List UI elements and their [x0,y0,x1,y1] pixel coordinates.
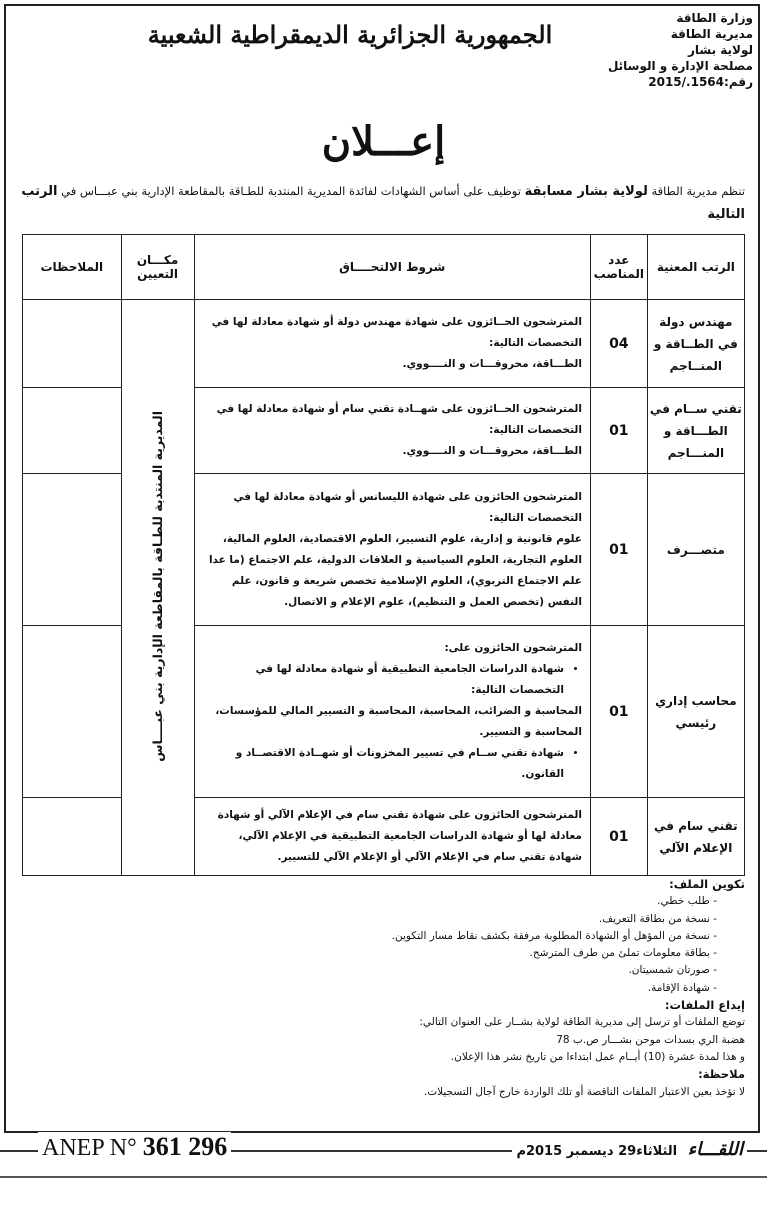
conditions-cell [194,474,590,626]
newspaper-logo: اللقـــاء [687,1139,743,1160]
deposit-heading: إيداع الملفات: [664,998,745,1013]
bullet-item: • شهادة الدراسات الجامعية التطبيقية أو شهادة معادلة لها في التخصصات التالية: [203,659,564,701]
header-rank: الرتب المعنية [647,235,744,300]
ministry-line: لولاية بشار [687,43,753,57]
conditions-text: المترشحون الحائزون على شهادة تقني سام في الإعلام الآلي أو شهادة معادلة لها أو شهادة الدراسات الجامعية التطبيقية في الإعلام الآلي، شهادة تقني سام في الإعلام الآلي أو الإعلام الآلي للتسيير. [217,809,582,863]
deposit-line: توضع الملفات أو ترسل إلى مديرية الطاقة لولاية بشــار على العنوان التالي: [419,1016,745,1029]
file-heading: تكوين الملف: [669,877,745,891]
conditions-specialties: الطـــاقة، محروقـــات و النــــووي. [402,358,582,370]
ministry-line: مصلحة الإدارة و الوسائل [607,59,753,73]
conditions-specialties: الطـــاقة، محروقـــات و النــــووي. [402,445,582,457]
intro-part1: تنظم مديرية الطاقة [651,184,745,198]
conditions-cell [194,626,590,798]
file-item: - نسخة من بطاقة التعريف. [598,912,717,925]
publication-date: الثلاثاء29 ديسمبر 2015م [516,1144,678,1159]
conditions-cell [194,388,590,474]
conditions-text: المترشحون الحــائزون على شهادة مهندس دولة أو شهادة معادلة لها في التخصصات التالية: [211,316,582,349]
anep-reference [38,1132,231,1162]
conditions-text: المترشحون الحائزون على: [444,642,582,654]
notes-cell [23,300,122,388]
rank-cell: تقني سام في الإعلام الآلي [647,798,744,876]
publication-info [512,1139,747,1160]
note-heading: ملاحظة: [698,1067,745,1082]
conditions-specialties: المحاسبة و الضرائب، المحاسبة، المحاسبة و التسيير المالي للمؤسسات، المحاسبة و التسيير. [215,705,582,738]
intro-part2: توظيف على أساس الشهادات لفائدة المديرية المنتدبة للطـاقة بالمقاطعة الإدارية بني عبـــاس في [61,184,521,198]
conditions-text: المترشحون الحــائزون على شهــادة تقني سام أو شهادة معادلة لها في التخصصات التالية: [216,403,582,436]
header-count: عدد المناصب [590,235,647,300]
file-item: - بطاقة معلومات تملئ من طرف المترشح. [529,947,717,960]
grades-table [22,234,745,876]
bullet-list [203,743,582,785]
table-row [23,300,745,388]
notes-cell [23,474,122,626]
notes-cell [23,798,122,876]
count-cell: 04 [590,300,647,388]
deposit-line: و هذا لمدة عشرة (10) أيــام عمل ابتداءا من تاريخ نشر هذا الإعلان. [450,1050,745,1063]
location-text: المديرية المنتدبة للطـاقة بالمقاطعة الإدارية بني عبــــاس [150,410,166,762]
conditions-cell [194,300,590,388]
note-text: لا تؤخذ بعين الاعتبار الملفات الناقصة أو تلك الواردة خارج آجال التسجيلات. [423,1085,745,1098]
header-conditions: شروط الالتحــــاق [194,235,590,300]
intro-bold: لولاية بشار مسابقة [524,184,648,199]
reference-number: رقم:1564./2015 [648,75,753,89]
intro-bold2: الرتب التالية [21,184,745,222]
bullet-list [203,659,582,701]
count-cell: 01 [590,798,647,876]
deposit-line: هضبة الري بسدات موحن بشـــار ص.ب 78 [556,1033,745,1046]
rank-cell: محاسب إداري رئيسي [647,626,744,798]
bottom-divider [0,1176,767,1178]
announcement-title: إعـــلان [321,118,446,165]
location-cell [121,300,194,876]
ministry-line: مديرية الطاقة [670,27,753,41]
republic-heading: الجمهورية الجزائرية الديمقراطية الشعبية [147,20,553,49]
table-header-row [23,235,745,300]
header-notes: الملاحظات [23,235,122,300]
count-cell: 01 [590,626,647,798]
file-item: - طلب خطي. [657,895,717,908]
bullet-item: • شهادة تقني ســام في تسيير المخزونات أو شهــادة الاقتصــاد و القانون. [203,743,564,785]
file-item: - صورتان شمسيتان. [628,964,717,977]
conditions-cell [194,798,590,876]
rank-cell: متصـــرف [647,474,744,626]
ministry-line: وزارة الطاقة [676,11,753,25]
notes-cell [23,388,122,474]
count-cell: 01 [590,474,647,626]
conditions-specialties: علوم قانونية و إدارية، علوم التسيير، العلوم الاقتصادية، العلوم المالية، العلوم التجارية، العلوم السياسية و العلاقات الدولية، علم الاجتماع (ما عدا علم الاجتماع التربوي)، العلوم الإسلامية تخصص شريعة و قانون، علم النفس (تخصص العمل و التنظيم)، علوم الإعلام و الاتصال. [208,532,582,608]
conditions-text: المترشحون الحائزون على شهادة الليسانس أو شهادة معادلة لها في التخصصات التالية: [233,490,582,524]
rank-cell: تقني ســام في الطـــاقة و المنـــاجم [647,388,744,474]
rank-cell: مهندس دولة في الطــاقة و المنــاجم [647,300,744,388]
anep-label: ANEP N° [42,1135,137,1161]
notes-cell [23,626,122,798]
file-item: - نسخة من المؤهل أو الشهادة المطلوبة مرفقة بكشف نقاط مسار التكوين. [391,929,717,942]
file-section [20,876,745,1101]
header-location: مكـــان التعيين [121,235,194,300]
anep-number: 361 296 [142,1132,228,1161]
intro-paragraph [20,180,745,226]
file-item: - شهادة الإقامة. [647,981,717,994]
count-cell: 01 [590,388,647,474]
